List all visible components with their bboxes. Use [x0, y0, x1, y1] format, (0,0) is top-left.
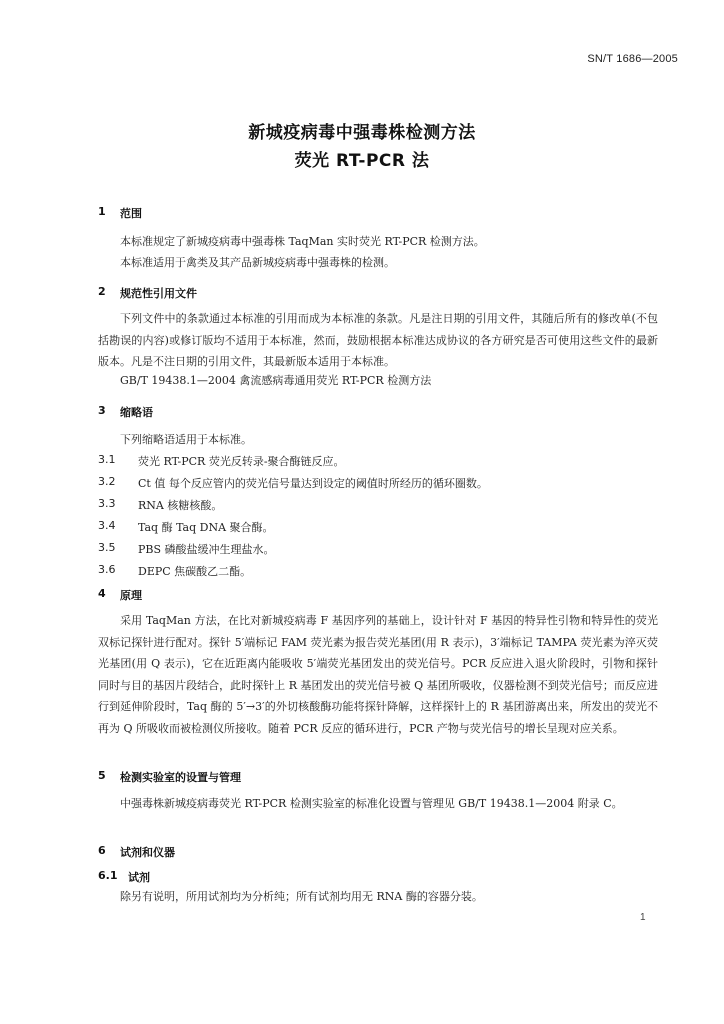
- reagents-paragraph: 除另有说明，所用试剂均为分析纯；所有试剂均用无 RNA 酶的容器分装。: [120, 890, 483, 903]
- section-number: 6: [98, 844, 106, 857]
- normative-references-paragraph: 下列文件中的条款通过本标准的引用而成为本标准的条款。凡是注日期的引用文件，其随后所有的修改单(不包括勘误的内容)或修订版均不适用于本标准，然而，鼓励根据本标准达成协议的各方研究是否可使用这些文件的最新版本。凡是不注日期的引用文件，其最新版本适用于本标准。: [98, 312, 658, 368]
- page-number: 1: [640, 912, 646, 923]
- item-number: 3.5: [98, 541, 116, 554]
- item-text: RNA 核糖核酸。: [138, 499, 223, 512]
- item-text: Ct 值 每个反应管内的荧光信号量达到设定的阈值时所经历的循环圈数。: [138, 477, 488, 490]
- reference-entry: GB/T 19438.1—2004 禽流感病毒通用荧光 RT-PCR 检测方法: [120, 374, 432, 387]
- section-title: 原理: [120, 589, 142, 602]
- section-title: 范围: [120, 207, 142, 220]
- item-number: 3.1: [98, 453, 116, 466]
- item-number: 3.2: [98, 475, 116, 488]
- item-text: PBS 磷酸盐缓冲生理盐水。: [138, 543, 275, 556]
- item-number: 3.4: [98, 519, 116, 532]
- section-title: 缩略语: [120, 406, 153, 419]
- section-number: 2: [98, 285, 106, 298]
- item-number: 3.6: [98, 563, 116, 576]
- abbreviations-intro: 下列缩略语适用于本标准。: [120, 433, 252, 446]
- section-number: 5: [98, 769, 106, 782]
- standard-code: SN/T 1686—2005: [587, 53, 678, 65]
- section-number: 1: [98, 205, 106, 218]
- scope-line-2: 本标准适用于禽类及其产品新城疫病毒中强毒株的检测。: [120, 256, 395, 269]
- section-number: 4: [98, 587, 106, 600]
- document-title: 新城疫病毒中强毒株检测方法: [248, 123, 476, 143]
- subsection-title: 试剂: [128, 871, 150, 884]
- scope-line-1: 本标准规定了新城疫病毒中强毒株 TaqMan 实时荧光 RT-PCR 检测方法。: [120, 235, 485, 248]
- section-title: 规范性引用文件: [120, 287, 197, 300]
- section-number: 3: [98, 404, 106, 417]
- item-text: DEPC 焦碳酸乙二酯。: [138, 565, 252, 578]
- principle-paragraph: 采用 TaqMan 方法，在比对新城疫病毒 F 基因序列的基础上，设计针对 F 基因的特异性引物和特异性的荧光双标记探针进行配对。探针 5′端标记 FAM 荧光素为报告荧光基团(用 R 表示)，3′端标记 TAMPA 荧光素为淬灭荧光基团(用 Q 表示)，它在近距离内能吸收 5′端荧光基团发出的荧光信号。PCR 反应进入退火阶段时，引物和探针同时与目的基因片段结合，此时探针上 R 基团发出的荧光信号被 Q 基团所吸收，仪器检测不到荧光信号；而反应进行到延伸阶段时，Taq 酶的 5′→3′的外切核酸酶功能将探针降解，这样探针上的 R 基团游离出来，所发出的荧光不再为 Q 所吸收而被检测仪所接收。随着 PCR 反应的循环进行，PCR 产物与荧光信号的增长呈现对应关系。: [98, 614, 658, 735]
- section-title: 试剂和仪器: [120, 846, 175, 859]
- section-title: 检测实验室的设置与管理: [120, 771, 241, 784]
- item-text: 荧光 RT-PCR 荧光反转录-聚合酶链反应。: [138, 455, 345, 468]
- subsection-number: 6.1: [98, 869, 118, 882]
- item-text: Taq 酶 Taq DNA 聚合酶。: [138, 521, 274, 534]
- lab-setup-paragraph: 中强毒株新城疫病毒荧光 RT-PCR 检测实验室的标准化设置与管理见 GB/T 19438.1—2004 附录 C。: [120, 797, 623, 810]
- item-number: 3.3: [98, 497, 116, 510]
- document-subtitle: 荧光 RT-PCR 法: [294, 151, 430, 171]
